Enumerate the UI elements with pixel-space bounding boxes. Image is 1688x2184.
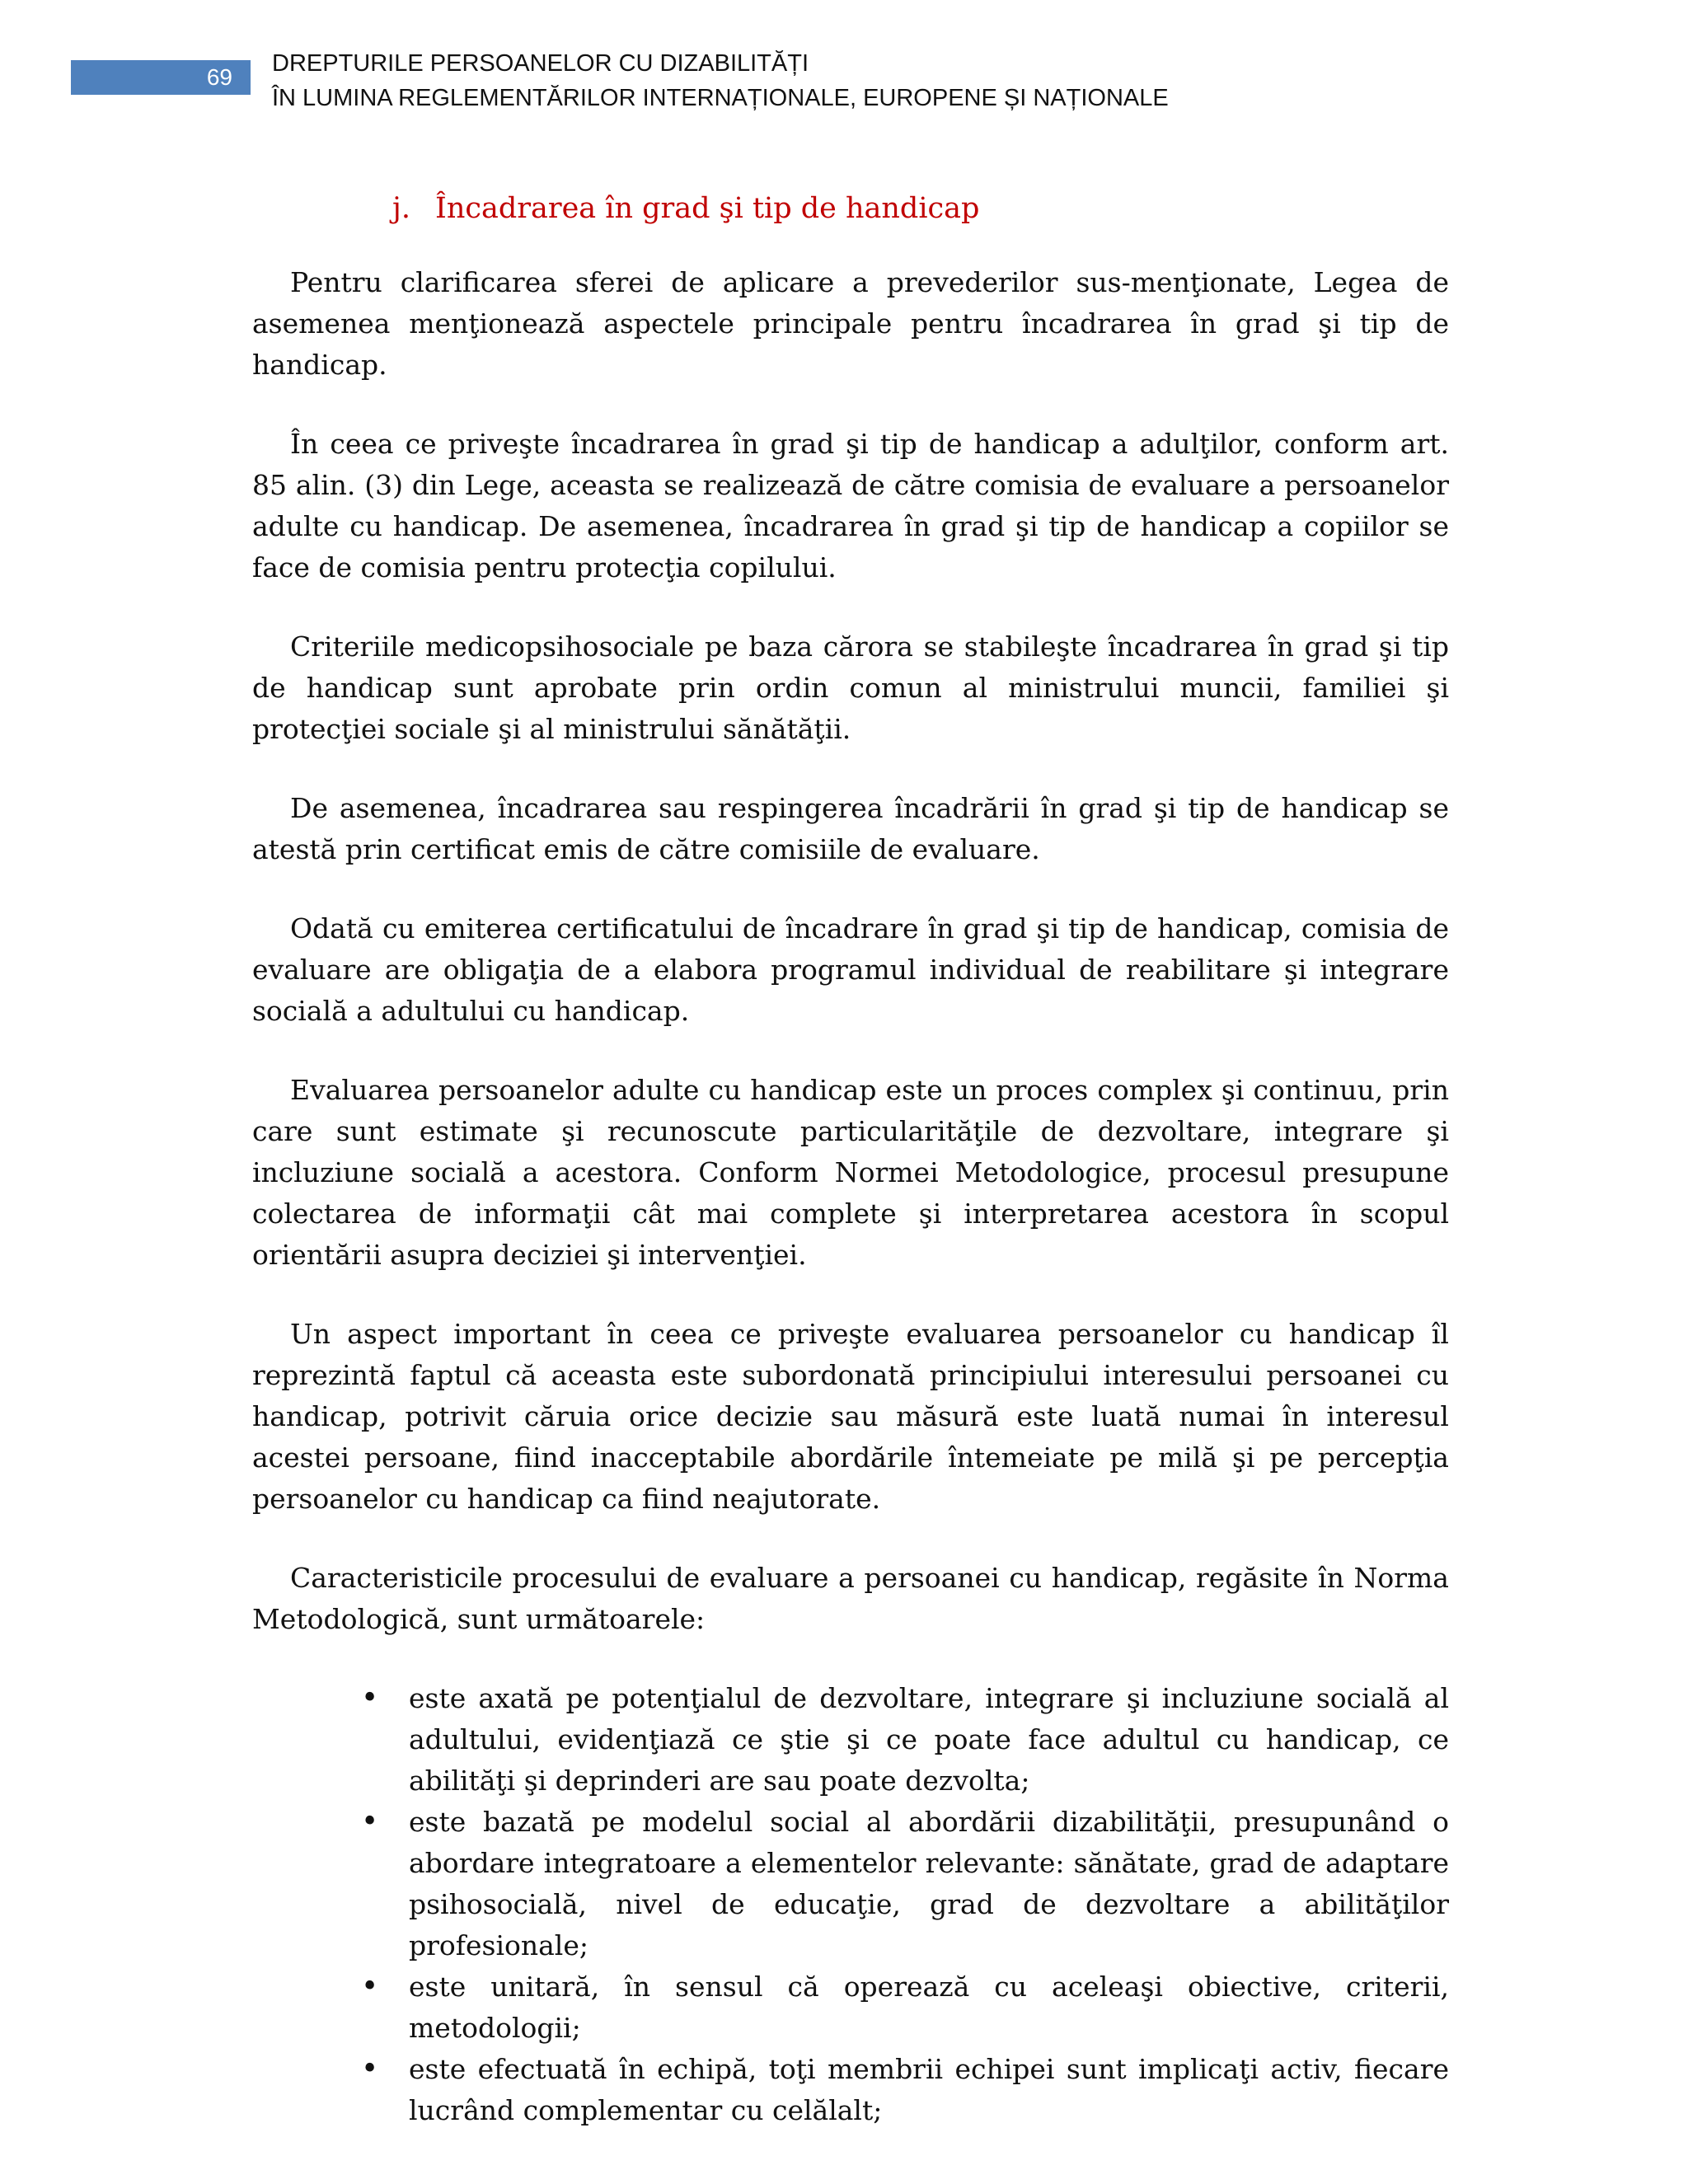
page-body xyxy=(252,188,1449,2131)
paragraph: Pentru clarificarea sferei de aplicare a prevederilor sus-menţionate, Legea de asemenea menţionează aspectele principale pentru încadrarea în grad şi tip de handicap. xyxy=(252,266,1449,381)
section-heading xyxy=(252,188,1449,229)
paragraph: Odată cu emiterea certificatului de încadrare în grad şi tip de handicap, comisia de evaluare are obligaţia de a elabora programul individual de reabilitare şi integrare socială a adultului cu handicap. xyxy=(252,912,1449,1027)
header-title-line-2: ÎN LUMINA REGLEMENTĂRILOR INTERNAȚIONALE, EUROPENE ȘI NAȚIONALE xyxy=(272,85,1169,111)
paragraph: Caracteristicile procesului de evaluare a persoanei cu handicap, regăsite în Norma Metodologică, sunt următoarele: xyxy=(252,1562,1449,1635)
paragraph: În ceea ce priveşte încadrarea în grad şi tip de handicap a adulţilor, conform art. 85 alin. (3) din Lege, aceasta se realizează de către comisia de evaluare a persoanelor adulte cu handicap. De asemenea, încadrarea în grad şi tip de handicap a copiilor se face de comisia pentru protecţia copilului. xyxy=(252,428,1449,583)
paragraph: De asemenea, încadrarea sau respingerea încadrării în grad şi tip de handicap se atestă prin certificat emis de către comisiile de evaluare. xyxy=(252,792,1449,865)
paragraph: Evaluarea persoanelor adulte cu handicap este un proces complex şi continuu, prin care sunt estimate şi recunoscute particularităţile de dezvoltare, integrare şi incluziune socială a acestora. Conform Normei Metodologice, procesul presupune colectarea de informaţii cât mai complete şi interpretarea acestora în scopul orientării asupra deciziei şi intervenţiei. xyxy=(252,1074,1449,1271)
bullet-icon: • xyxy=(361,2052,379,2086)
list-item-text: este axată pe potenţialul de dezvoltare, integrare şi incluziune socială al adultului, evidenţiază ce ştie şi ce poate face adultul cu handicap, ce abilităţi şi deprinderi are sau poate dezvolta; xyxy=(409,1682,1449,1797)
bullet-icon: • xyxy=(361,1970,379,2004)
paragraph: Criteriile medicopsihosociale pe baza cărora se stabileşte încadrarea în grad şi tip de handicap sunt aprobate prin ordin comun al ministrului muncii, familiei şi protecţiei sociale şi al ministrului sănătăţii. xyxy=(252,630,1449,745)
running-header xyxy=(272,46,1169,115)
page-number: 69 xyxy=(206,64,232,90)
list-item xyxy=(361,1678,1449,1802)
list-item-text: este efectuată în echipă, toţi membrii echipei sunt implicaţi activ, fiecare lucrând complementar cu celălalt; xyxy=(409,2053,1449,2126)
list-item xyxy=(361,1966,1449,2049)
section-title: Încadrarea în grad şi tip de handicap xyxy=(435,192,980,225)
paragraph: Un aspect important în ceea ce priveşte evaluarea persoanelor cu handicap îl reprezintă faptul că aceasta este subordonată principiului interesului persoanei cu handicap, potrivit căruia orice decizie sau măsură este luată numai în interesul acestei persoane, fiind inacceptabile abordările întemeiate pe milă şi pe percepţia persoanelor cu handicap ca fiind neajutorate. xyxy=(252,1318,1449,1515)
bullet-list xyxy=(252,1678,1449,2131)
header-title-line-1: DREPTURILE PERSOANELOR CU DIZABILITĂȚI xyxy=(272,50,809,77)
list-item-text: este unitară, în sensul că operează cu aceleaşi obiective, criterii, metodologii; xyxy=(409,1971,1449,2044)
page-number-badge xyxy=(71,60,251,95)
section-marker: j. xyxy=(392,192,410,225)
list-item xyxy=(361,1802,1449,1966)
bullet-icon: • xyxy=(361,1681,379,1715)
list-item-text: este bazată pe modelul social al abordării dizabilităţii, presupunând o abordare integratoare a elementelor relevante: sănătate, grad de adaptare psihosocială, nivel de educaţie, grad de dezvoltare a abilităţilor profesionale; xyxy=(409,1806,1449,1961)
bullet-icon: • xyxy=(361,1805,379,1839)
list-item xyxy=(361,2049,1449,2131)
